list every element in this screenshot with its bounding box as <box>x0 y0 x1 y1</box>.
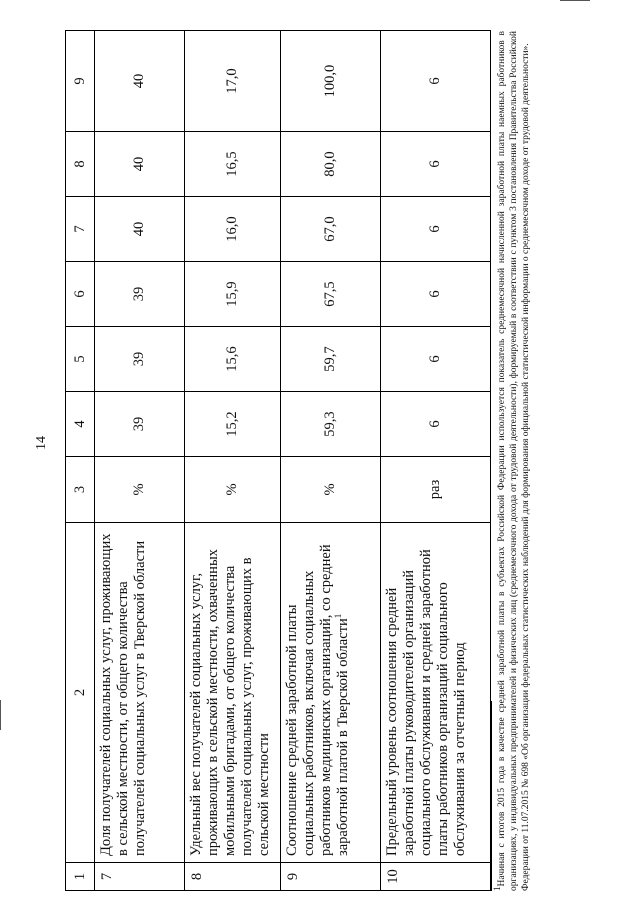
value-cell: 67,5 <box>281 262 381 327</box>
indicator-text: Доля получателей социальных услуг, проживающих в сельской местности, от общего количества получателей социальных услуг в Тверской области <box>98 533 148 856</box>
header-cell-1: 1 <box>66 863 95 891</box>
value-cell: 17,0 <box>185 31 281 132</box>
footnote-number: 1 <box>492 886 502 891</box>
value-cell: 100,0 <box>281 31 381 132</box>
value-cell: 6 <box>381 132 491 197</box>
table-row <box>281 31 381 891</box>
unit-cell: % <box>281 457 381 523</box>
value-cell: 39 <box>95 392 185 457</box>
table-row <box>381 31 491 891</box>
indicators-table <box>65 30 491 891</box>
value-cell: 59,3 <box>281 392 381 457</box>
indicator-name <box>95 523 185 863</box>
indicator-name <box>381 523 491 863</box>
value-cell: 40 <box>95 31 185 132</box>
table-body <box>66 31 491 891</box>
value-cell: 67,0 <box>281 197 381 262</box>
footnote-text: Начиная с итогов 2015 года в качестве средней заработной платы в субъектах Российской Федерации используется показатель среднемесячной начисленной заработной платы наемных работников в организациях, у индивидуальных предпринимателей и физических лиц (среднемесячного дохода от трудовой деятельности), формируемый в соответствии с пунктом 3 постановления Правительства Российской Федерации от 11.07.2015 № 698 «Об организации федеральных статистических наблюдений для формирования официальной статистической информации о среднемесячном доходе от трудовой деятельности». <box>497 31 531 891</box>
header-row <box>66 31 95 891</box>
header-cell-8: 8 <box>66 132 95 197</box>
unit-cell: % <box>95 457 185 523</box>
scan-mark-top <box>560 0 590 1</box>
indicator-name <box>281 523 381 863</box>
value-cell: 16,5 <box>185 132 281 197</box>
indicator-text: Соотношение средней заработной платы социальных работников, включая социальных работников медицинских организаций, со средней заработной платой в Тверской области <box>284 544 351 856</box>
header-cell-2: 2 <box>66 523 95 863</box>
header-cell-4: 4 <box>66 392 95 457</box>
value-cell: 6 <box>381 197 491 262</box>
header-cell-3: 3 <box>66 457 95 523</box>
unit-cell: % <box>185 457 281 523</box>
scan-mark-left <box>0 700 1 730</box>
value-cell: 6 <box>381 31 491 132</box>
indicator-name <box>185 523 281 863</box>
value-cell: 15,9 <box>185 262 281 327</box>
indicator-text: Предельный уровень соотношения средней заработной платы руководителей организаций социального обслуживания и средней заработной платы работников организаций социального обслуживания за отчетный период <box>384 549 468 856</box>
header-cell-9: 9 <box>66 31 95 132</box>
row-number: 10 <box>381 863 491 891</box>
header-cell-5: 5 <box>66 327 95 392</box>
indicator-text: Удельный вес получателей социальных услуг, проживающих в сельской местности, охваченных мобильными бригадами, от общего количества получателей социальных услуг, проживающих в сельской местности <box>188 549 272 856</box>
value-cell: 15,6 <box>185 327 281 392</box>
value-cell: 6 <box>381 392 491 457</box>
row-number: 9 <box>281 863 381 891</box>
page-number: 14 <box>34 436 49 450</box>
row-number: 7 <box>95 863 185 891</box>
value-cell: 40 <box>95 197 185 262</box>
header-cell-6: 6 <box>66 262 95 327</box>
value-cell: 59,7 <box>281 327 381 392</box>
unit-cell: раз <box>381 457 491 523</box>
footnote <box>492 31 533 891</box>
value-cell: 80,0 <box>281 132 381 197</box>
value-cell: 39 <box>95 262 185 327</box>
header-cell-7: 7 <box>66 197 95 262</box>
footnote-separator <box>491 701 492 891</box>
value-cell: 16,0 <box>185 197 281 262</box>
value-cell: 15,2 <box>185 392 281 457</box>
footnote-marker: 1 <box>333 613 344 619</box>
table-row <box>185 31 281 891</box>
value-cell: 39 <box>95 327 185 392</box>
row-number: 8 <box>185 863 281 891</box>
value-cell: 6 <box>381 327 491 392</box>
value-cell: 40 <box>95 132 185 197</box>
table-row <box>95 31 185 891</box>
rotated-sheet <box>65 31 569 891</box>
value-cell: 6 <box>381 262 491 327</box>
